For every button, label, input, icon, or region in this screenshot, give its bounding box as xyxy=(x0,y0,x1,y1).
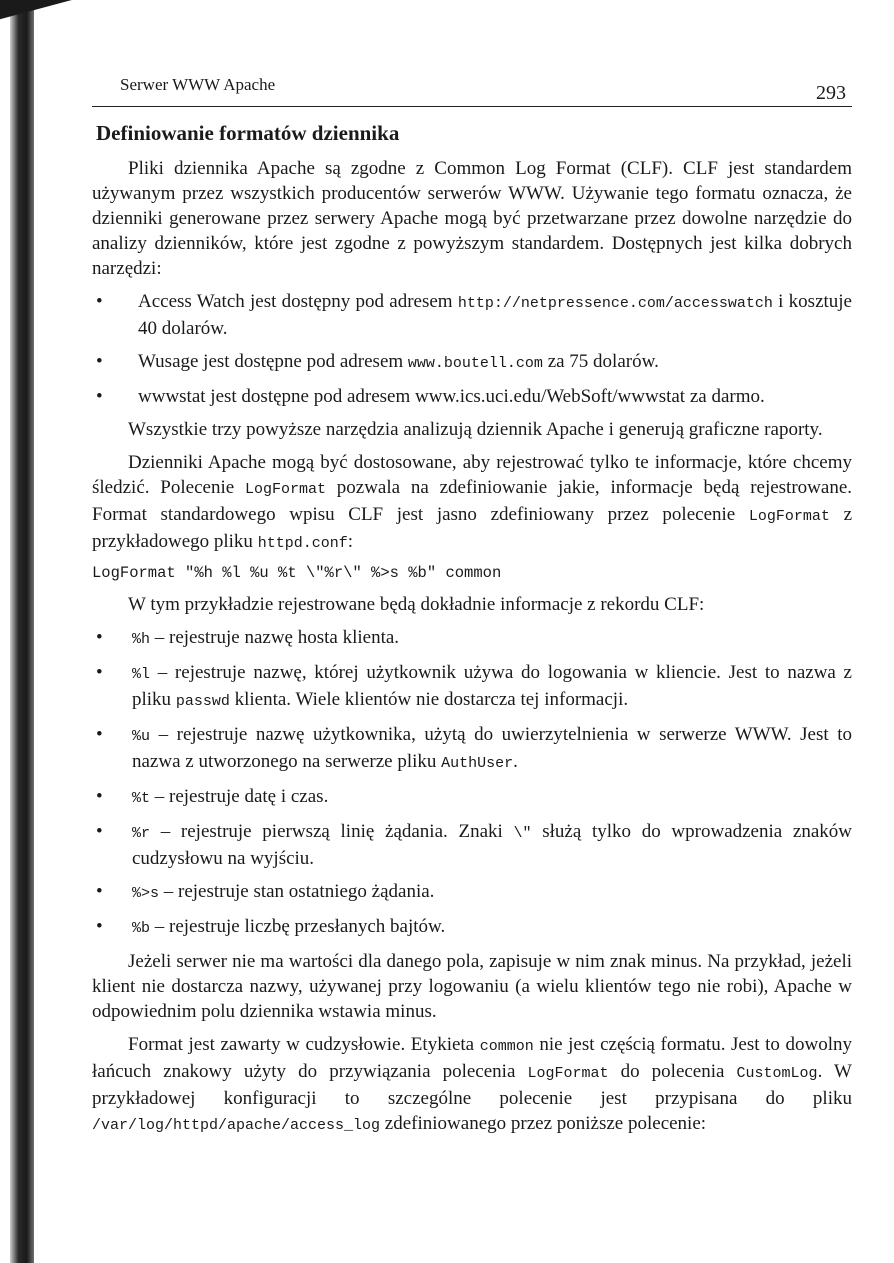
section-title: Definiowanie formatów dziennika xyxy=(96,121,400,145)
bullet-icon: • xyxy=(96,627,103,648)
url-code: http://netpressence.com/accesswatch xyxy=(457,295,773,312)
page-number: 293 xyxy=(816,82,846,104)
bullet-icon: • xyxy=(96,291,103,312)
bullet-icon: • xyxy=(96,724,103,745)
code-example: LogFormat "%h %l %u %t \"%r\" %>s %b" common xyxy=(92,564,502,582)
paragraph-intro: Pliki dziennika Apache są zgodne z Common Log Format (CLF). CLF jest standardem używanym przez wszystkich producentów serwerów WWW. Używanie tego formatu oznacza, że dzienniki generowane przez serwery Apache mogą być przetwarzane przez dowolne narzędzie do analizy dzienników, które jest zgodne z powyższym standardem. Dostępnych jest kilka dobrych narzędzi: xyxy=(92,158,852,279)
bullet-icon: • xyxy=(96,386,103,407)
bullet-icon: • xyxy=(96,351,103,372)
book-page xyxy=(92,70,852,1146)
list-item: • Wusage jest dostępne pod adresem www.boutell.com za 75 dolarów. xyxy=(96,351,659,372)
bullet-icon: • xyxy=(96,821,103,842)
list-item: • %u – rejestruje nazwę użytkownika, użytą do uwierzytelnienia w serwerze WWW. Jest to nazwa z utworzonego na serwerze pliku AuthUser. xyxy=(96,724,852,772)
url-code: www.boutell.com xyxy=(407,355,543,372)
fields-list xyxy=(92,625,852,941)
bullet-icon: • xyxy=(96,916,103,937)
list-item: • wwwstat jest dostępne pod adresem www.ics.uci.edu/WebSoft/wwwstat za darmo. xyxy=(96,386,765,407)
list-item: • %l – rejestruje nazwę, której użytkownik używa do logowania w kliencie. Jest to nazwa z pliku passwd klienta. Wiele klientów nie dostarcza tej informacji. xyxy=(96,662,852,710)
paragraph-clf-intro: W tym przykładzie rejestrowane będą dokładnie informacje z rekordu CLF: xyxy=(128,594,705,615)
list-item: • %r – rejestruje pierwszą linię żądania. Znaki \" służą tylko do wprowadzenia znaków cudzysłowu na wyjściu. xyxy=(96,821,852,869)
paragraph-tools-summary: Wszystkie trzy powyższe narzędzia analizują dziennik Apache i generują graficzne raporty. xyxy=(128,419,823,440)
running-header xyxy=(92,70,852,107)
list-item: • %b – rejestruje liczbę przesłanych bajtów. xyxy=(96,916,446,937)
binding-edge xyxy=(10,0,34,1263)
list-item: • %>s – rejestruje stan ostatniego żądania. xyxy=(96,881,435,902)
bullet-icon: • xyxy=(96,786,103,807)
paragraph-missing-values: Jeżeli serwer nie ma wartości dla danego pola, zapisuje w nim znak minus. Na przykład, jeżeli klient nie dostarcza nazwy, używanej przy logowaniu (a wielu klientów tego nie robi), Apache w odpowiednim polu dziennika wstawia minus. xyxy=(92,951,852,1022)
binding-corner xyxy=(0,0,86,40)
paragraph-logformat: Dzienniki Apache mogą być dostosowane, aby rejestrować tylko te informacje, które chcemy śledzić. Polecenie LogFormat pozwala na zdefiniowanie jakie, informacje będą rejestrowane. Format standardowego wpisu CLF jest jasno zdefiniowany przez polecenie LogFormat z przykładowego pliku httpd.conf: xyxy=(92,452,852,552)
running-title: Serwer WWW Apache xyxy=(120,75,276,94)
list-item: • Access Watch jest dostępny pod adresem http://netpressence.com/accesswatch i kosztuje 40 dolarów. xyxy=(96,291,852,339)
bullet-icon: • xyxy=(96,881,103,902)
list-item: • %h – rejestruje nazwę hosta klienta. xyxy=(96,627,400,648)
list-item: • %t – rejestruje datę i czas. xyxy=(96,786,329,807)
paragraph-format-label: Format jest zawarty w cudzysłowie. Etykieta common nie jest częścią formatu. Jest to dowolny łańcuch znakowy użyty do przywiązania polecenia LogFormat do polecenia CustomLog. W przykładowej konfiguracji to szczególne polecenie jest przypisana do pliku /var/log/httpd/apache/access_log zdefiniowanego przez poniższe polecenie: xyxy=(92,1034,852,1134)
bullet-icon: • xyxy=(96,662,103,683)
tools-list xyxy=(92,289,852,409)
